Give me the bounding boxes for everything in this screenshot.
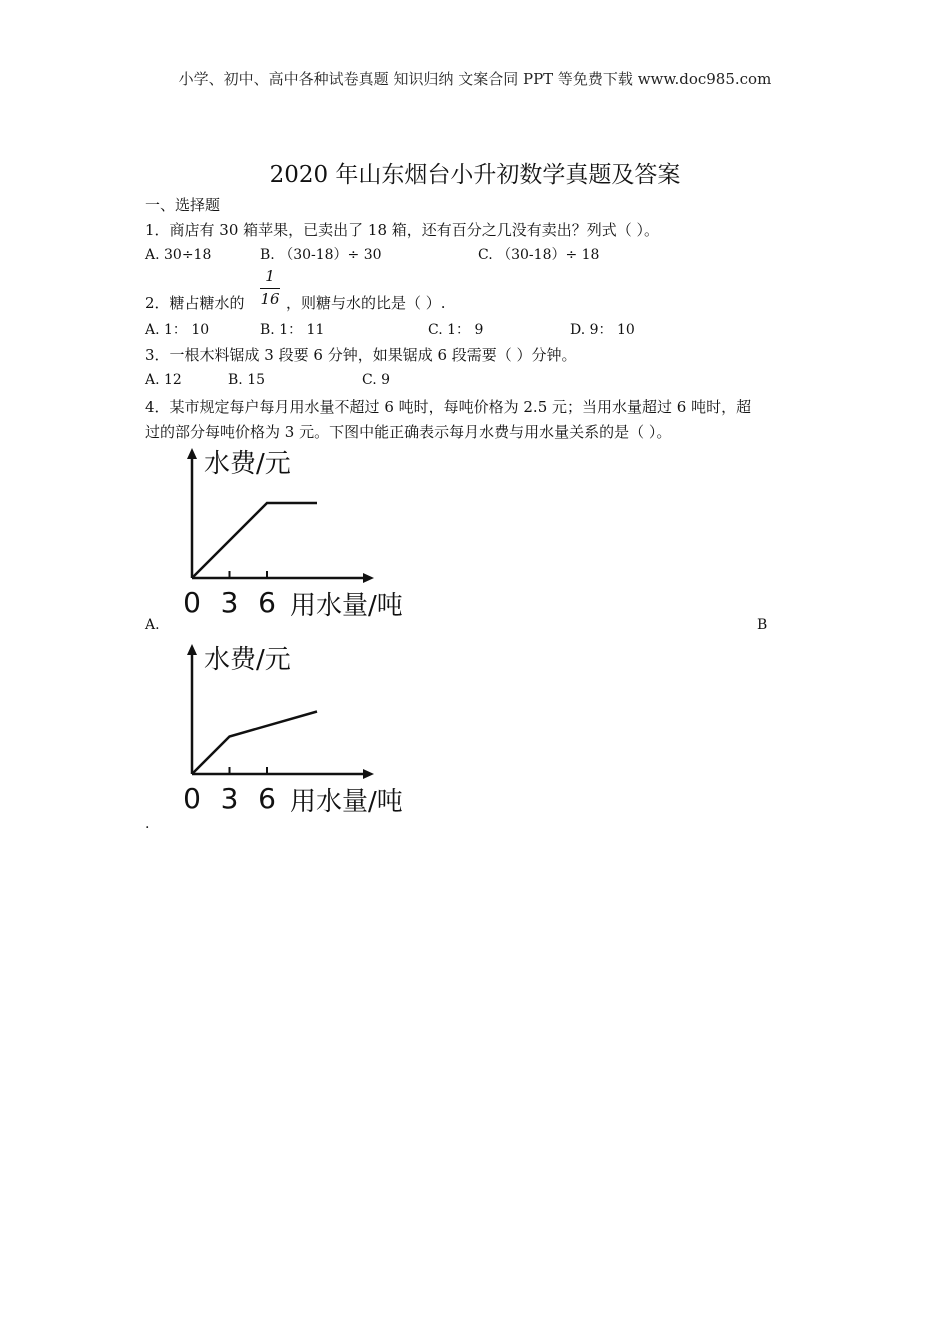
graph-b-option-label: B xyxy=(757,617,768,633)
question-1-option-b: B. （30-18）÷ 30 xyxy=(260,247,382,263)
question-4-stem-line-2: 过的部分每吨价格为 3 元。下图中能正确表示每月水费与用水量关系的是（ ）。 xyxy=(145,423,672,441)
graph-a-y-arrow xyxy=(187,448,197,459)
graph-a-tick-label-3: 3 xyxy=(220,586,239,619)
graph-b-y-arrow xyxy=(187,644,197,655)
question-1-option-c: C. （30-18）÷ 18 xyxy=(478,247,600,263)
question-2-option-b: B. 1： 11 xyxy=(260,322,325,338)
question-2-option-c: C. 1： 9 xyxy=(428,322,484,338)
fraction-one-sixteenth xyxy=(258,266,282,309)
graph-b-tick-label-0: 0 xyxy=(183,782,201,815)
question-3-option-b: B. 15 xyxy=(228,372,266,388)
question-1-option-a: A. 30÷18 xyxy=(145,247,212,263)
graph-a-tick-label-0: 0 xyxy=(183,586,201,619)
fraction-denominator: 16 xyxy=(260,290,280,308)
question-4-stem-line-1: 4．某市规定每户每月用水量不超过 6 吨时，每吨价格为 2.5 元；当用水量超过 6 吨时，超 xyxy=(145,398,752,416)
graph-a-series-line xyxy=(192,503,317,578)
question-2-option-a: A. 1： 10 xyxy=(145,322,210,338)
graph-a-xlabel: 用水量/吨 xyxy=(290,591,403,621)
question-3-option-c: C. 9 xyxy=(362,372,391,388)
graph-a-tick-label-6: 6 xyxy=(258,586,276,619)
question-1-stem: 1．商店有 30 箱苹果，已卖出了 18 箱，还有百分之几没有卖出？列式（ ）。 xyxy=(145,221,660,239)
section-heading: 一、选择题 xyxy=(145,196,221,214)
graph-b-tick-label-6: 6 xyxy=(258,782,276,815)
fraction-numerator: 1 xyxy=(265,267,275,285)
trailing-period: . xyxy=(145,816,150,832)
question-3-stem: 3．一根木料锯成 3 段要 6 分钟，如果锯成 6 段需要（ ）分钟。 xyxy=(145,346,577,364)
question-2-option-d: D. 9： 10 xyxy=(570,322,635,338)
graph-b-series-line xyxy=(192,712,317,775)
question-2-stem-end: ，则糖与水的比是（ ）. xyxy=(286,294,446,312)
graph-b-xlabel: 用水量/吨 xyxy=(290,787,403,817)
graph-b-ylabel: 水费/元 xyxy=(204,645,291,675)
question-2-stem-start: 2．糖占糖水的 xyxy=(145,294,245,312)
graph-a xyxy=(180,444,450,624)
graph-a-x-arrow xyxy=(363,573,374,583)
graph-b-tick-label-3: 3 xyxy=(220,782,239,815)
page-header: 小学、初中、高中各种试卷真题 知识归纳 文案合同 PPT 等免费下载 www.doc985.com xyxy=(178,70,772,88)
graph-a-ylabel: 水费/元 xyxy=(204,449,291,479)
question-3-option-a: A. 12 xyxy=(145,372,182,388)
page-title: 2020 年山东烟台小升初数学真题及答案 xyxy=(269,162,681,188)
graph-a-option-label: A. xyxy=(145,617,160,633)
graph-b-x-arrow xyxy=(363,769,374,779)
graph-b xyxy=(180,640,450,820)
